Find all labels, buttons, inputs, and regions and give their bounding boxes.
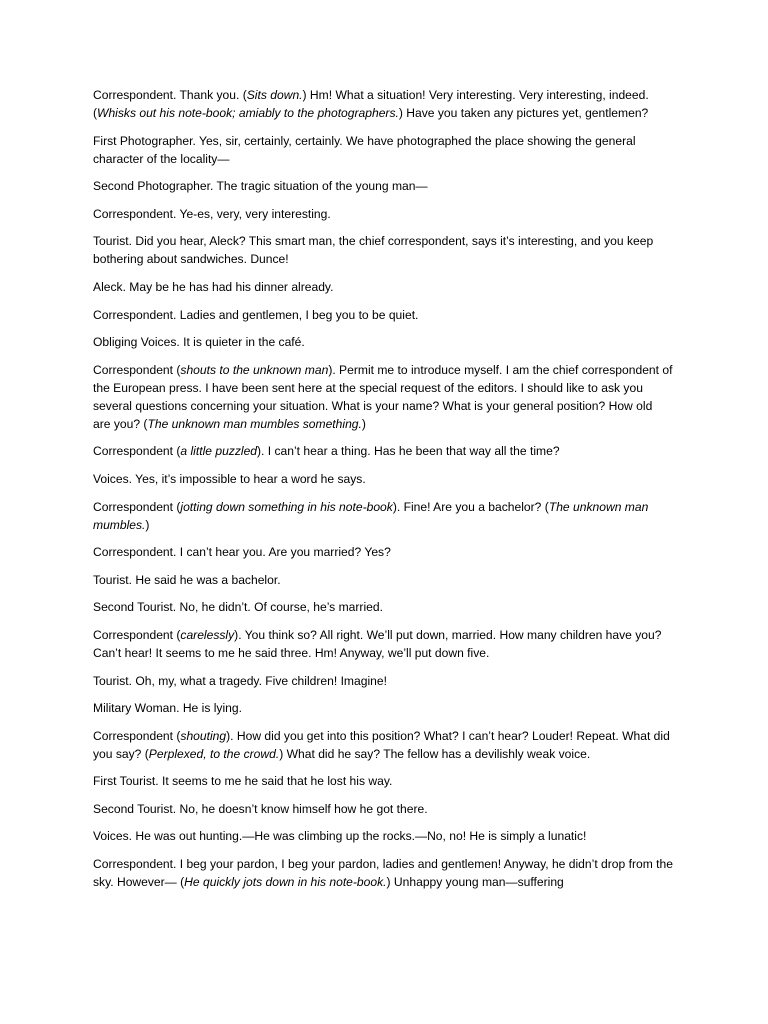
script-paragraph xyxy=(93,205,673,223)
stage-direction: shouting xyxy=(180,728,227,743)
script-paragraph xyxy=(93,598,673,616)
dialogue-text: ) Hm! What a situation! Very interesting. Very interesting, indeed. ( xyxy=(93,88,649,120)
document-page xyxy=(93,86,673,901)
dialogue-text: ) What did he say? The fellow has a devilishly weak voice. xyxy=(279,746,591,761)
script-paragraph xyxy=(93,86,673,122)
script-paragraph xyxy=(93,772,673,790)
dialogue-text: Correspondent. Ladies and gentlemen, I beg you to be quiet. xyxy=(93,307,419,322)
script-paragraph xyxy=(93,232,673,268)
dialogue-text: Correspondent ( xyxy=(93,444,181,459)
dialogue-text: Tourist. He said he was a bachelor. xyxy=(93,572,281,587)
script-paragraph xyxy=(93,827,673,845)
dialogue-text: Correspondent ( xyxy=(93,627,181,642)
script-paragraph xyxy=(93,626,673,662)
dialogue-text: Voices. Yes, it’s impossible to hear a word he says. xyxy=(93,471,366,486)
script-paragraph xyxy=(93,543,673,561)
script-paragraph xyxy=(93,132,673,168)
dialogue-text: Correspondent ( xyxy=(93,499,181,514)
dialogue-text: ) xyxy=(145,517,150,532)
dialogue-text: ) xyxy=(361,416,366,431)
script-paragraph xyxy=(93,699,673,717)
script-paragraph xyxy=(93,800,673,818)
dialogue-text: Tourist. Oh, my, what a tragedy. Five children! Imagine! xyxy=(93,673,387,688)
dialogue-text: Obliging Voices. It is quieter in the café. xyxy=(93,335,305,350)
dialogue-text: Correspondent. I beg your pardon, I beg your pardon, ladies and gentlemen! Anyway, he didn’t drop from the sky. However— ( xyxy=(93,857,673,890)
dialogue-text: ). Fine! Are you a bachelor? ( xyxy=(392,499,549,514)
script-paragraph xyxy=(93,855,673,891)
dialogue-text: Correspondent. Thank you. ( xyxy=(93,88,247,102)
stage-direction: Perplexed, to the crowd. xyxy=(148,746,280,761)
dialogue-text: Second Tourist. No, he doesn’t know himself how he got there. xyxy=(93,801,428,816)
stage-direction: jotting down something in his note-book xyxy=(180,499,393,514)
script-paragraph xyxy=(93,333,673,351)
script-paragraph xyxy=(93,306,673,324)
dialogue-text: Second Tourist. No, he didn’t. Of course, he’s married. xyxy=(93,600,383,615)
stage-direction: Sits down. xyxy=(246,88,303,102)
dialogue-text: Tourist. Did you hear, Aleck? This smart man, the chief correspondent, says it’s interesting, and you keep bothering about sandwiches. Dunce! xyxy=(93,234,654,267)
dialogue-text: Aleck. May be he has had his dinner already. xyxy=(93,279,334,294)
script-paragraph xyxy=(93,278,673,296)
script-paragraph xyxy=(93,470,673,488)
dialogue-text: ). Permit me to introduce myself. I am the chief correspondent of the European press. I have been sent here at the special request of the editors. I should like to ask you several questions concerning your situation. What is your name? What is your general position? How old are you? ( xyxy=(93,362,673,431)
dialogue-text: ) Have you taken any pictures yet, gentlemen? xyxy=(398,106,649,120)
stage-direction: shouts to the unknown man xyxy=(180,362,329,377)
dialogue-text: Correspondent ( xyxy=(93,362,181,377)
dialogue-text: ). You think so? All right. We’ll put down, married. How many children have you? Can’t hear! It seems to me he said three. Hm! Anyway, we’ll put down five. xyxy=(93,627,662,660)
script-paragraph xyxy=(93,361,673,433)
dialogue-text: Correspondent ( xyxy=(93,728,181,743)
dialogue-text: Correspondent. Ye-es, very, very interesting. xyxy=(93,206,331,221)
stage-direction: carelessly xyxy=(180,627,235,642)
script-paragraph xyxy=(93,672,673,690)
stage-direction: Whisks out his note-book; amiably to the photographers. xyxy=(97,106,399,120)
dialogue-text: Voices. He was out hunting.—He was climbing up the rocks.—No, no! He is simply a lunatic! xyxy=(93,829,587,844)
script-paragraph xyxy=(93,442,673,460)
stage-direction: He quickly jots down in his note-book. xyxy=(184,875,387,890)
stage-direction: The unknown man mumbles something. xyxy=(147,416,362,431)
script-paragraph xyxy=(93,727,673,763)
dialogue-text: ) Unhappy young man—suffering xyxy=(386,875,564,890)
dialogue-text: Second Photographer. The tragic situation of the young man— xyxy=(93,179,428,194)
script-paragraph xyxy=(93,177,673,195)
stage-direction: a little puzzled xyxy=(180,444,258,459)
dialogue-text: First Tourist. It seems to me he said that he lost his way. xyxy=(93,774,393,789)
dialogue-text: Correspondent. I can’t hear you. Are you married? Yes? xyxy=(93,545,391,560)
stage-direction: The unknown man mumbles. xyxy=(93,499,649,532)
dialogue-text: ). I can’t hear a thing. Has he been that way all the time? xyxy=(257,444,560,459)
dialogue-text: Military Woman. He is lying. xyxy=(93,701,242,716)
dialogue-text: First Photographer. Yes, sir, certainly, certainly. We have photographed the place showing the general character of the locality— xyxy=(93,133,636,166)
script-paragraph xyxy=(93,571,673,589)
dialogue-text: ). How did you get into this position? What? I can’t hear? Louder! Repeat. What did you say? ( xyxy=(93,728,670,761)
script-paragraph xyxy=(93,498,673,534)
